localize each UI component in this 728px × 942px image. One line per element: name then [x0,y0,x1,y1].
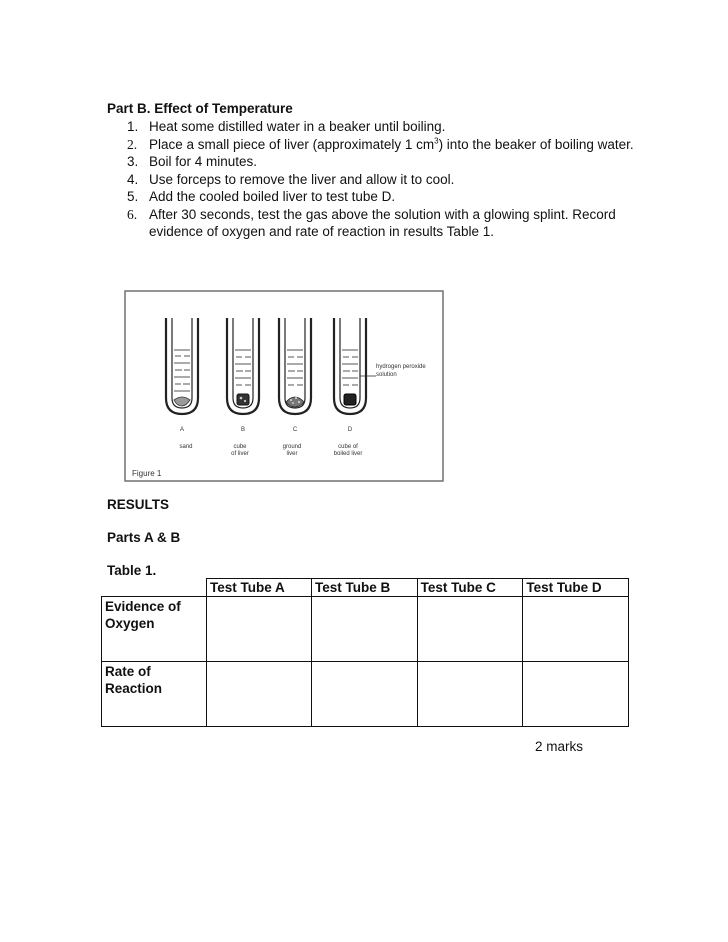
step-text: Heat some distilled water in a beaker until boiling. [149,119,446,134]
tube-letter-b: B [240,427,246,433]
tube-label-b: cube [233,444,247,450]
superscript: 3 [434,136,439,145]
table-row [102,597,629,662]
tube-letter-a: A [179,427,185,433]
tube-letter-c: C [292,427,298,433]
solution-label: hydrogen peroxide [376,364,426,370]
results-heading: RESULTS [107,497,170,512]
tube-label-d: boiled liver [333,451,363,457]
step-text: After 30 seconds, test the gas above the solution with a glowing splint. Record evidence of oxygen and rate of reaction in results Table 1. [149,206,616,239]
answer-cell[interactable] [523,597,629,662]
tube-label-d: cube of [338,444,358,450]
marks-label: 2 marks [535,739,584,754]
column-header: Test Tube A [207,579,312,597]
figure-caption: Figure 1 [132,469,162,478]
step-number: 6. [127,206,138,222]
results-table [101,578,629,727]
column-header: Test Tube B [312,579,418,597]
step-text: Add the cooled boiled liver to test tube D. [149,189,396,204]
column-header: Test Tube D [523,579,629,597]
parts-heading: Parts A & B [107,530,181,545]
answer-cell[interactable] [312,662,418,727]
table-header-row [102,579,629,597]
step-item [127,171,647,189]
part-b-heading: Part B. Effect of Temperature [107,101,293,116]
step-number: 4. [127,171,139,187]
row-header: Rate of Reaction [102,662,207,727]
test-tube-c [279,318,311,414]
tube-label-b: of liver [231,451,249,457]
step-text: Boil for 4 minutes. [149,154,258,169]
solution-label: solution [376,372,397,378]
test-tube-d [334,318,376,414]
step-item [127,136,647,154]
step-number: 3. [127,154,139,169]
test-tubes-illustration [124,290,444,482]
step-text: Use forceps to remove the liver and allow it to cool. [149,171,455,187]
answer-cell[interactable] [417,597,523,662]
step-item [127,188,647,206]
answer-cell[interactable] [312,597,418,662]
step-item [127,118,647,136]
answer-cell[interactable] [207,662,312,727]
tube-label-a: sand [179,444,193,450]
column-header: Test Tube C [417,579,523,597]
answer-cell[interactable] [207,597,312,662]
answer-cell[interactable] [417,662,523,727]
step-text: ) into the beaker of boiling water. [438,136,634,152]
answer-cell[interactable] [523,662,629,727]
tube-label-c: liver [286,451,298,457]
step-number: 2. [127,136,138,152]
table-corner-cell [102,579,207,597]
table-label: Table 1. [107,563,157,578]
figure-1 [124,290,444,482]
tube-label-c: ground [282,444,302,450]
table-row [102,662,629,727]
test-tube-a [166,318,198,414]
procedure-steps [127,118,647,241]
step-item [127,153,647,171]
step-number: 1. [127,119,139,134]
row-header: Evidence of Oxygen [102,597,207,662]
step-text: Place a small piece of liver (approximately 1 cm [149,136,435,152]
step-item [127,206,647,241]
test-tube-b [227,318,259,414]
step-number: 5. [127,189,139,204]
tube-letter-d: D [347,427,353,433]
